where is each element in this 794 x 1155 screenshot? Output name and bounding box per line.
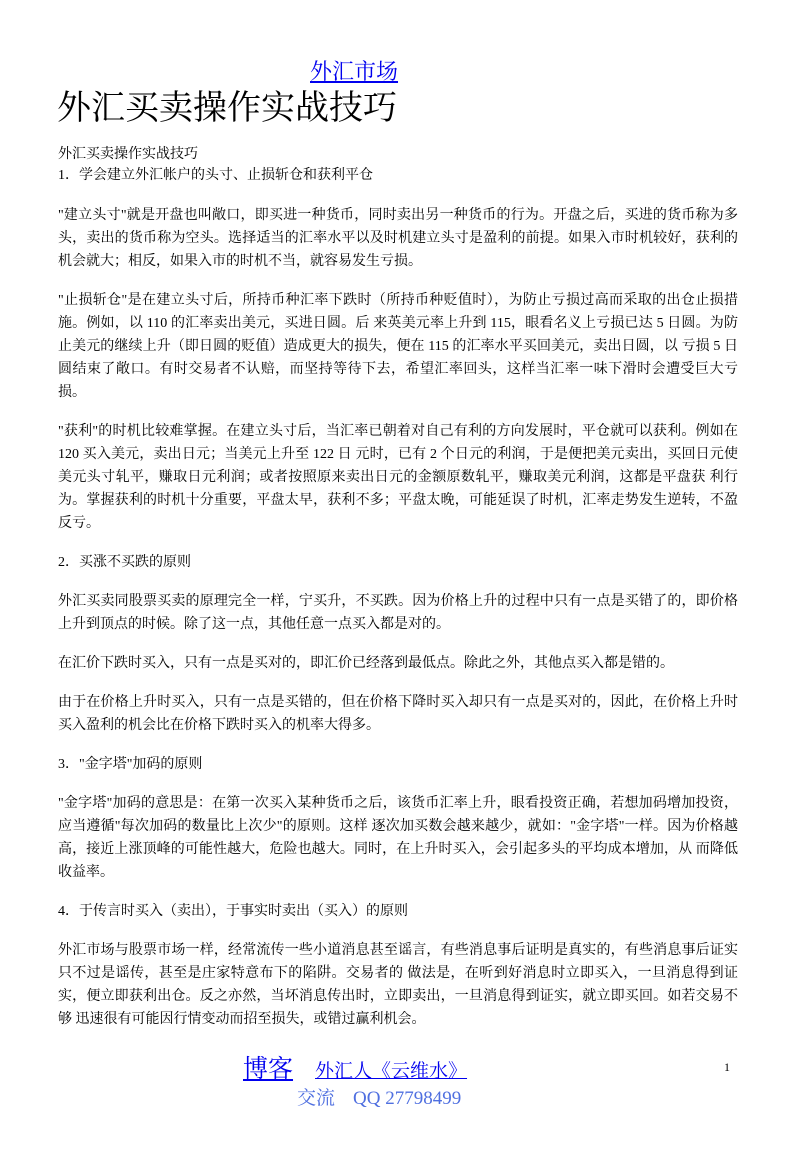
article-body [58, 144, 738, 1031]
footer-links [243, 1055, 467, 1088]
page-footer [58, 1055, 738, 1115]
paragraph: "止损斩仓"是在建立头寸后，所持币种汇率下跌时（所持币种贬值时），为防止亏损过高而采取的出仓止损措施。例如，以 110 的汇率卖出美元，买进日圆。后 来英美元率上升到 115，眼看名义上亏损已达 5 日圆。为防止美元的继续上升（即日圆的贬值）造成更大的损失，便在 115 的汇率水平买回美元，卖出日圆，以 亏损 5 日圆结束了敞口。有时交易者不认赔，而坚持等待下去，希望汇率回头，这样当汇率一味下滑时会遭受巨大亏损。 [58, 293, 738, 400]
page-number: 1 [724, 1060, 730, 1074]
paragraph: "获利"的时机比较难掌握。在建立头寸后，当汇率已朝着对自己有利的方向发展时，平仓就可以获利。例如在 120 买入美元，卖出日元；当美元上升至 122 日 元时，已有 2 个日元的利润，于是便把美元卖出，买回日元使美元头寸轧平，赚取日元利润；或者按照原来卖出日元的金额原数轧平，赚取美元利润，这都是平盘获 利行为。掌握获利的时机十分重要，平盘太早，获利不多；平盘太晚，可能延误了时机，汇率走势发生逆转，不盈反亏。 [58, 424, 738, 531]
article-subtitle: 外汇买卖操作实战技巧 [58, 147, 198, 162]
section-heading: 1．学会建立外汇帐户的头寸、止损斩仓和获利平仓 [58, 168, 373, 183]
forex-market-link[interactable]: 外汇市场 [310, 59, 399, 84]
section-heading: 4．于传言时买入（卖出），于事实时卖出（买入）的原则 [58, 904, 408, 919]
qq-number: QQ 27798499 [353, 1088, 462, 1109]
paragraph: 由于在价格上升时买入，只有一点是买错的，但在价格下降时买入却只有一点是买对的，因此，在价格上升时买入盈利的机会比在价格下跌时买入的机率大得多。 [58, 695, 738, 733]
contact-info [297, 1087, 461, 1111]
contact-label: 交流 [297, 1088, 336, 1109]
section-heading: 2．买涨不买跌的原则 [58, 555, 191, 570]
blog-link[interactable]: 博客 [243, 1056, 294, 1083]
paragraph: 在汇价下跌时买入，只有一点是买对的，即汇价已经落到最低点。除此之外，其他点买入都是错的。 [58, 656, 674, 671]
paragraph: "金字塔"加码的意思是：在第一次买入某种货币之后，该货币汇率上升，眼看投资正确，若想加码增加投资，应当遵循"每次加码的数量比上次少"的原则。这样 逐次加买数会越来越少，就如："金字塔"一样。因为价格越高，接近上涨顶峰的可能性越大，危险也越大。同时，在上升时买入，会引起多头的平均成本增加，从 而降低收益率。 [58, 796, 738, 880]
author-link[interactable]: 外汇人《云维水》 [315, 1061, 468, 1082]
paragraph: "建立头寸"就是开盘也叫敞口，即买进一种货币，同时卖出另一种货币的行为。开盘之后，买进的货币称为多头，卖出的货币称为空头。选择适当的汇率水平以及时机建立头寸是盈利的前提。如果入市时机较好，获利的机会就大；相反，如果入市的时机不当，就容易发生亏损。 [58, 208, 738, 269]
paragraph: 外汇买卖同股票买卖的原理完全一样，宁买升，不买跌。因为价格上升的过程中只有一点是买错了的，即价格上升到顶点的时候。除了这一点，其他任意一点买入都是对的。 [58, 594, 738, 632]
paragraph: 外汇市场与股票市场一样，经常流传一些小道消息甚至谣言，有些消息事后证明是真实的，有些消息事后证实只不过是谣传，甚至是庄家特意布下的陷阱。交易者的 做法是，在听到好消息时立即买入，一旦消息得到证实，便立即获利出仓。反之亦然，当坏消息传出时，立即卖出，一旦消息得到证实，就立即买回。如若交易不够 迅速很有可能因行情变动而招至损失，或错过赢利机会。 [58, 943, 738, 1027]
page-title: 外汇买卖操作实战技巧 [57, 90, 397, 127]
section-heading: 3．"金字塔"加码的原则 [58, 757, 203, 772]
